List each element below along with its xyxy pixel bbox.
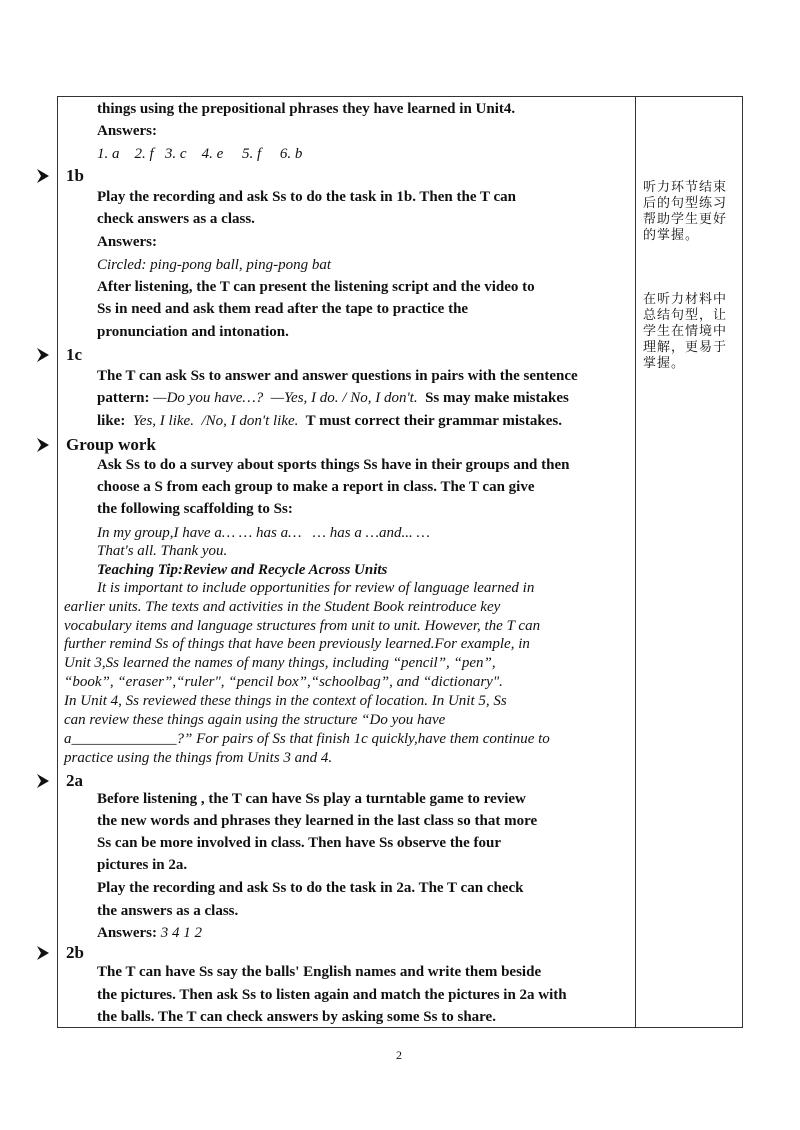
s1c-line-2c: Ss may make mistakes [417,390,569,406]
s2a-line-1: Before listening , the T can have Ss play a turntable game to review [97,791,526,807]
tip-line-1: earlier units. The texts and activities in the Student Book reintroduce key [64,599,501,615]
tip-line-4: Unit 3,Ss learned the names of many things, including “pencil”, “pen”, [64,655,496,671]
bullet-arrow-icon [36,347,50,363]
s1c-line-2a: pattern: [97,390,150,406]
s2a-line-5: Play the recording and ask Ss to do the task in 2a. The T can check [97,880,524,896]
bullet-arrow-icon [36,437,50,453]
s2a-answers-label: Answers: [97,925,157,941]
page-number: 2 [396,1048,402,1062]
s1c-line-2b: —Do you have…? —Yes, I do. / No, I don't. [149,390,418,406]
s1c-line-2 [97,389,569,407]
section-1b-heading: 1b [66,166,84,185]
s1b-line-5: pronunciation and intonation. [97,324,289,340]
s2a-answers [97,924,202,942]
bullet-arrow-icon [36,168,50,184]
s1c-line-3b: Yes, I like. /No, I don't like. [125,413,299,429]
tip-line-2: vocabulary items and language structures from unit to unit. However, the T can [64,618,541,634]
s2b-line-2: the pictures. Then ask Ss to listen again and match the pictures in 2a with [97,987,567,1003]
top-line-1: things using the prepositional phrases they have learned in Unit4. [97,101,516,117]
top-answers-label: Answers: [97,123,157,139]
s2a-line-3: Ss can be more involved in class. Then have Ss observe the four [97,835,502,851]
section-2b-heading: 2b [66,943,84,962]
tip-line-3: further remind Ss of things that have been previously learned.For example, in [64,636,530,652]
s1c-line-3c: T must correct their grammar mistakes. [298,413,562,429]
group-work-heading: Group work [66,435,156,454]
s1c-line-3a: like: [97,413,126,429]
s1b-line-1: Play the recording and ask Ss to do the task in 1b. Then the T can [97,189,516,205]
s1b-line-4: Ss in need and ask them read after the tape to practice the [97,301,469,317]
tip-line-0: It is important to include opportunities for review of language learned in [97,580,535,596]
s2a-answers-values: 3 4 1 2 [160,925,202,941]
top-answers: 1. a 2. f 3. c 4. e 5. f 6. b [97,146,303,162]
s1b-answers-label: Answers: [97,234,157,250]
s1b-line-2: check answers as a class. [97,211,255,227]
column-divider [635,96,636,1028]
note-1: 听力环节结束后的句型练习帮助学生更好的掌握。 [643,180,728,243]
s2a-line-6: the answers as a class. [97,903,239,919]
group-line-2: choose a S from each group to make a report in class. The T can give [97,479,535,495]
s1b-line-3: After listening, the T can present the listening script and the video to [97,279,535,295]
s2b-line-1: The T can have Ss say the balls' English names and write them beside [97,964,542,980]
bullet-arrow-icon [36,945,50,961]
s2b-line-3: the balls. The T can check answers by asking some Ss to share. [97,1009,496,1025]
tip-line-8: a______________?” For pairs of Ss that finish 1c quickly,have them continue to [64,731,550,747]
bullet-arrow-icon [36,773,50,789]
s1c-line-3 [97,412,562,430]
group-line-4: In my group,I have a… … has a… … has a …and... … [97,525,430,541]
note-2: 在听力材料中总结句型，让学生在情境中理解，更易于掌握。 [643,292,728,371]
tip-line-5: “book”, “eraser”,“ruler", “pencil box”,“schoolbag”, and “dictionary". [64,674,503,690]
group-line-5: That's all. Thank you. [97,543,228,559]
section-1c-heading: 1c [66,345,83,364]
tip-line-7: can review these things again using the structure “Do you have [64,712,446,728]
group-line-1: Ask Ss to do a survey about sports things Ss have in their groups and then [97,457,570,473]
s1c-line-1: The T can ask Ss to answer and answer questions in pairs with the sentence [97,368,578,384]
tip-line-6: In Unit 4, Ss reviewed these things in the context of location. In Unit 5, Ss [64,693,507,709]
s2a-line-2: the new words and phrases they learned in the last class so that more [97,813,538,829]
section-2a-heading: 2a [66,771,83,790]
tip-line-9: practice using the things from Units 3 and 4. [64,750,333,766]
s2a-line-4: pictures in 2a. [97,857,188,873]
group-line-3: the following scaffolding to Ss: [97,501,293,517]
s1b-circled: Circled: ping-pong ball, ping-pong bat [97,257,332,273]
tip-title: Teaching Tip:Review and Recycle Across Units [97,562,388,578]
